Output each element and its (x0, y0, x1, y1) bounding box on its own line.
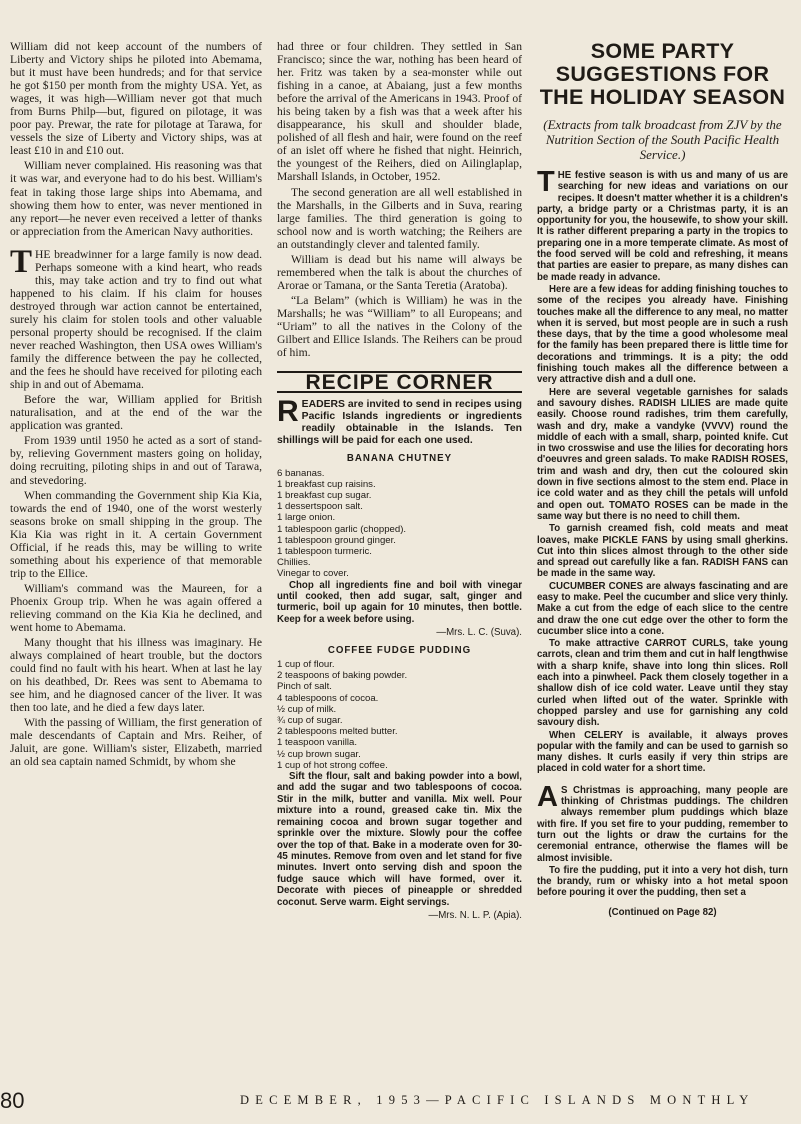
ingredient: ½ cup brown sugar. (277, 748, 361, 760)
ingredient: ¾ cup of sugar. (277, 715, 343, 727)
recipe-credit: —Mrs. N. L. P. (Apia). (428, 909, 522, 921)
paragraph: Before the war, William applied for British naturalisation, and at the end of the war the application was granted. (10, 393, 262, 433)
recipe-method: Chop all ingredients fine and boil with vinegar until cooked, then add sugar, salt, ginger and turmeric, boil up again for 10 minutes, then bottle. Keep for a week before using. (277, 579, 522, 625)
paragraph: AS Christmas is approaching, many people are thinking of Christmas puddings. The children always remember plum puddings which blaze with fire. If you set fire to your pudding, remember to turn out the lights or draw the curtains for the ceremonial entrance, otherwise the flames will be almost invisible. (537, 780, 788, 864)
ingredient: Chillies. (277, 557, 311, 569)
article-column-right (537, 40, 788, 919)
continued-note: (Continued on Page 82) (608, 906, 717, 918)
recipe-corner (277, 371, 522, 921)
article-column-middle (277, 40, 522, 927)
ingredient: 1 tablespoon turmeric. (277, 546, 372, 557)
paragraph: To make attractive CARROT CURLS, take young carrots, clean and trim them and cut in half lengthwise with a sharp knife, shave into long thin slices. Roll each into a pinwheel. Pack them closely together in a shallow dish of ice cold water. Leave until they stay curled when lifted out of the water. Sprinkle with chopped parsley and use for garnishing any cold savoury dish. (537, 638, 788, 729)
ingredient: 2 teaspoons of baking powder. (277, 670, 408, 682)
paragraph: Many thought that his illness was imaginary. He always complained of heart trouble, but the doctors could find no fault with his heart. When at last he lay on his deathbed, Dr. Rees was sent to Abemama to see him, and he diagnosed cancer of the liver. It was then too late, and he died a few days later. (10, 636, 262, 715)
paragraph: “La Belam” (which is William) he was in the Marshalls; he was “William” to all Europeans; and “Uriam” to all the natives in the Colony of the Gilbert and Ellice Islands. The Reihers can be proud of him. (277, 293, 522, 360)
recipe-credit: —Mrs. L. C. (Suva). (436, 627, 522, 639)
paragraph: The second generation are all well established in the Marshalls, in the Gilberts and in Suva, rearing large families. The third generation is going to school now and is worth watching; the Reihers are an outstandingly clever and talented family. (277, 185, 522, 251)
paragraph: William's command was the Maureen, for a Phoenix Group trip. When he was again offered a relieving command on the Kia Kia he declined, and went home to Abemama. (10, 581, 262, 635)
ingredient: 1 breakfast cup raisins. (277, 478, 376, 490)
paragraph: When commanding the Government ship Kia Kia, towards the end of 1940, one of the worst westerly seasons broke on small shipping in the group. The Kia Kia was right in it. A certain Government Official, if he reads this, may be willing to write something about his experience of that memorable trip to the Ellice. (10, 488, 262, 580)
ingredient: 4 tablespoons of cocoa. (277, 692, 379, 704)
paragraph: William is dead but his name will always be remembered when the talk is about the churches of Arorae or Tamana, or the Santa Teretia (Aratoba). (277, 252, 522, 292)
paragraph: When CELERY is available, it always proves popular with the family and can be used to garnish so many dishes. It curls easily if very thin strips are placed in cold water for a short time. (537, 729, 788, 775)
ingredient: 6 bananas. (277, 467, 325, 479)
ingredient-list (277, 468, 522, 580)
ingredient: 1 large onion. (277, 512, 336, 524)
paragraph: William did not keep account of the numbers of Liberty and Victory ships he piloted into Abemama, but it must have been hundreds; and for that service he got $150 per month from the mighty USA. Yet, as wages, it was high—William never got that much from Burns Philp—but, figured on pilotage, it was poor pay. Prewar, the rate for pilotage at Tarawa, for vessels the size of Liberty and Victory ships, was at least £10 in and £10 out. (10, 40, 262, 158)
recipe-title: BANANA CHUTNEY (346, 453, 453, 465)
recipe-corner-intro: READERS are invited to send in recipes using Pacific Islands ingredients or ingredients readily obtainable in the Islands. Ten shillings will be paid for each one used. (277, 395, 522, 447)
recipe-title: COFFEE FUDGE PUDDING (327, 644, 472, 656)
paragraph: To garnish creamed fish, cold meats and meat loaves, make PICKLE FANS by using small gherkins. Cut into thin slices almost through to the other side and spread out carefully like a fan. RADISH FANS can be made in the same way. (537, 523, 788, 580)
page-footer: DECEMBER, 1953—PACIFIC ISLANDS MONTHLY (240, 1093, 755, 1107)
ingredient: 1 cup of flour. (277, 659, 335, 671)
paragraph: With the passing of William, the first generation of male descendants of Captain and Mrs. Reiher, of Jaluit, are gone. William's sister, Elizabeth, married an old sea captain named Schmidt, by whom she (10, 716, 262, 769)
paragraph: From 1939 until 1950 he acted as a sort of stand-by, relieving Government masters going on holiday, doing recruiting, piloting ships in and out of Tarawa, and stevedoring. (10, 434, 262, 487)
paragraph: To fire the pudding, put it into a very hot dish, turn the brandy, rum or whisky into a hot metal spoon before pouring it over the pudding, then set a (537, 864, 788, 899)
paragraph: CUCUMBER CONES are always fascinating and are easy to make. Peel the cucumber and slice very thinly. Make a cut from the edge of each slice to the centre and draw the one cut edge over the other to form the cucumber slice into a cone. (537, 580, 788, 637)
paragraph: had three or four children. They settled in San Francisco; since the war, nothing has been heard of her. Fritz was taken by a sea-monster while out fishing in a canoe, at Abaiang, just a few months before the arrival of the Americans in 1943. Proof of his being taken by a fish was that a week after his disappearance, his skull and shoulder blade, polished of all flesh and hair, were found on the reef of an islet off where he fished that night. Heinrich, the youngest of the Reihers, died on Ailinglaplap, Marshall Islands, in October, 1952. (277, 40, 522, 184)
ingredient: Vinegar to cover. (277, 568, 349, 580)
paragraph: Here are a few ideas for adding finishing touches to some of the recipes you already have. Finishing touches make all the difference to any meal, no matter when it is served, but most people are in such a rush these days, that by the time a good wholesome meal for the family has been prepared there is little time for decorations and trimmings. It is a pity; the odd finishing touch makes all the difference between a very attractive dish and a dull one. (537, 283, 788, 386)
article-column-left (10, 40, 262, 771)
ingredient-list (277, 659, 522, 771)
page-number: 80 (0, 1088, 25, 1113)
ingredient: 1 dessertspoon salt. (277, 501, 363, 513)
ingredient: 1 cup of hot strong coffee. (277, 759, 388, 771)
ingredient: Pinch of salt. (277, 681, 332, 693)
ingredient: 1 tablespoon ground ginger. (277, 534, 396, 546)
ingredient: 2 tablespoons melted butter. (277, 726, 398, 738)
recipe-method: Sift the flour, salt and baking powder into a bowl, and add the sugar and two tablespoons of cocoa. Stir in the milk, butter and vanilla. Mix well. Pour mixture into a round, greased cake tin. Mix the remaining cocoa and brown sugar together and sprinkle over the mixture. Slowly pour the coffee over the top of that. Bake in a moderate oven for 30-45 minutes. Remove from oven and let stand for five minutes. Invert onto serving dish and spoon the fudge sauce which will have formed, over it. Decorate with pieces of pineapple or shredded coconut. Serve warm. Eight servings. (277, 771, 522, 908)
paragraph: THE breadwinner for a large family is now dead. Perhaps someone with a kind heart, who reads this, may take action and try to find out what happened to his claim. If his claim for houses destroyed through war action cannot be entertained, surely his claim for stolen tools and other valuable personal property should be recognised. If the claim never reached Washington, then USA owes William's family the difference between the pay he collected, and the fees he should have received for piloting each ship in and out of Abemama. (10, 243, 262, 392)
extract-note: (Extracts from talk broadcast from ZJV by the Nutrition Section of the South Pacific Health Service.) (543, 117, 782, 162)
ingredient: 1 breakfast cup sugar. (277, 489, 372, 501)
headline: SOME PARTY SUGGESTIONS FOR THE HOLIDAY SEASON (539, 40, 786, 109)
ingredient: ½ cup of milk. (277, 703, 337, 715)
paragraph: THE festive season is with us and many of us are searching for new ideas and variations on our recipes. It doesn't matter whether it is a children's party, a bridge party or a Christmas party, it is an opportunity for you, the housewife, to show your skill. It is rather different preparing a party in the tropics to preparing one in a more temperate climate. As most of the food served will be cold and refreshing, it means that parties are easier to prepare, as many dishes can be made ready in advance. (537, 166, 788, 283)
ingredient: 1 teaspoon vanilla. (277, 737, 358, 749)
recipe-corner-heading: RECIPE CORNER (277, 371, 522, 393)
paragraph: William never complained. His reasoning was that it was war, and everyone had to do his best. William's feat in taking those large ships into Abemama, and showing them how to enter, was never mentioned in any report—he never even received a letter of thanks or appreciation from the American Navy authorities. (10, 159, 262, 238)
ingredient: 1 tablespoon garlic (chopped). (277, 523, 407, 535)
paragraph: Here are several vegetable garnishes for salads and savoury dishes. RADISH LILIES are made quite easily. Choose round radishes, trim them carefully, wash and dry, make a vandyke (VVVV) round the middle of each with a small, sharp, pointed knife. Cut in two crosswise and use the lilies for decorating hors d'oeuvres and green salads. To make RADISH ROSES, trim and wash and dry, then cut the coloured skin down in five sections almost to the stem end. Place in ice cold water and as they chill the petals will unfold and open out. TOMATO ROSES can be made in the same way but there is no need to chill them. (537, 386, 788, 522)
